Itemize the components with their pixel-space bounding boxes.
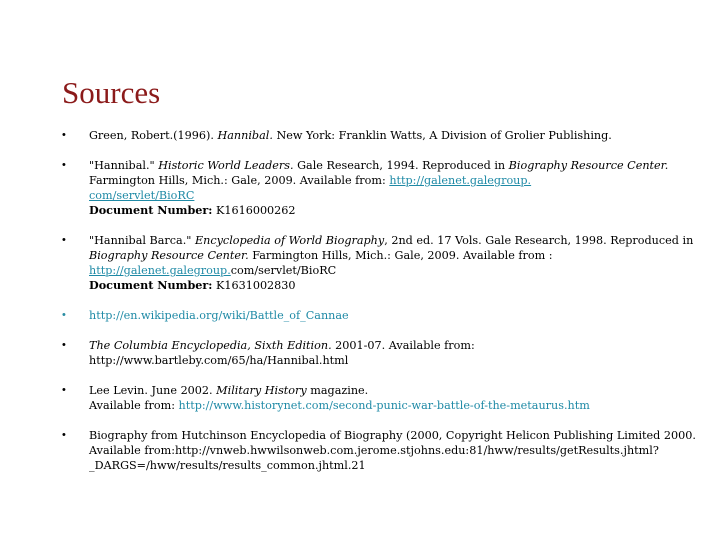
- bullet-icon: •: [62, 429, 66, 441]
- galenet-link-continued[interactable]: com/servlet/BioRC: [230, 264, 337, 277]
- document-number-label: Document Number:: [89, 203, 213, 217]
- source-item-3: • "Hannibal Barca." Encyclopedia of World Biography, 2nd ed. 17 Vols. Gale Research, 1998. Reproduced in Biography Resource Center. Farmington Hills, Mich.: Gale, 2009. Available from : http://galenet.galegroup.com/servlet/BioRC Document Number: K1631002830: [62, 234, 694, 292]
- bullet-icon: •: [62, 309, 66, 321]
- document-number-label: Document Number:: [89, 278, 213, 292]
- source-item-2: • "Hannibal." Historic World Leaders. Gale Research, 1994. Reproduced in Biography Resource Center. Farmington Hills, Mich.: Gale, 2009. Available from: http://galenet.galegroup. com/servlet/BioRC Document Number: K1616000262: [62, 159, 669, 217]
- document-number-value: K1616000262: [212, 204, 296, 217]
- source-item-5: • The Columbia Encyclopedia, Sixth Edition. 2001-07. Available from: http://www.bartleby.com/65/ha/Hannibal.html: [62, 339, 475, 367]
- page-title: Sources: [62, 75, 161, 110]
- wikipedia-link[interactable]: http://en.wikipedia.org/wiki/Battle_of_Cannae: [89, 309, 349, 322]
- source-item-1: • Green, Robert.(1996). Hannibal. New York: Franklin Watts, A Division of Grolier Publishing.: [62, 129, 612, 142]
- galenet-link[interactable]: http://galenet.galegroup.: [389, 174, 532, 187]
- bullet-icon: •: [62, 384, 66, 396]
- galenet-link[interactable]: http://galenet.galegroup.: [89, 264, 231, 277]
- bullet-icon: •: [62, 234, 66, 246]
- bullet-icon: •: [62, 339, 66, 351]
- source-item-6: • Lee Levin. June 2002. Military History magazine. Available from: http://www.historynet.com/second-punic-war-battle-of-the-metaurus.htm: [62, 384, 590, 412]
- source-item-7: • Biography from Hutchinson Encyclopedia of Biography (2000, Copyright Helicon Publishing Limited 2000. Available from:http://vnweb.hwwilsonweb.com.jerome.stjohns.edu:81/hww/results/getResults.jhtml?_DARGS=/hww/results/results_common.jhtml.21: [62, 429, 696, 472]
- galenet-link-continued[interactable]: com/servlet/BioRC: [89, 189, 195, 202]
- source-item-4: [62, 308, 702, 323]
- historynet-link[interactable]: http://www.historynet.com/second-punic-war-battle-of-the-metaurus.htm: [178, 399, 590, 412]
- document-number-value: K1631002830: [212, 279, 296, 292]
- bullet-icon: •: [62, 159, 66, 171]
- bullet-icon: •: [62, 129, 66, 141]
- sources-list: [62, 128, 702, 488]
